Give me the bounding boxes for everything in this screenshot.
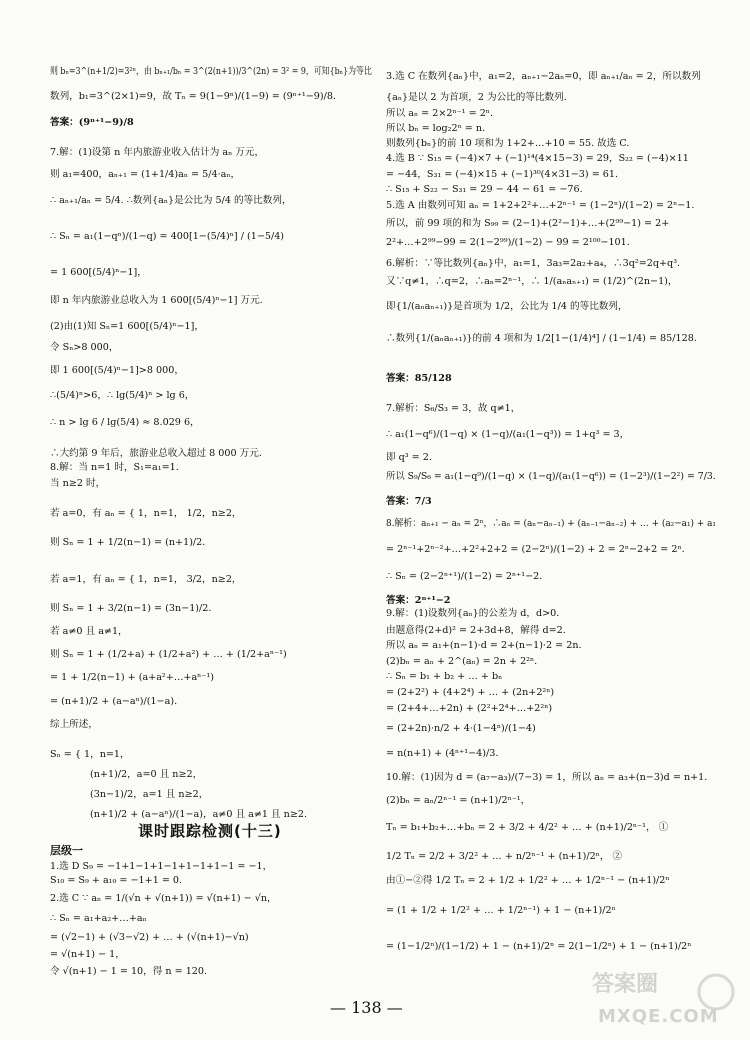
answer-line: 数列，b₁=3^(2×1)=9，故 Tₙ = 9(1−9ⁿ)/(1−9) = (9ⁿ⁺¹−9)/8. [50,91,337,102]
answer-line: = (2+2n)·n/2 + 4·(1−4ⁿ)/(1−4) [386,723,536,734]
answer-line: 则 Sₙ = 1 + 3/2(n−1) = (3n−1)/2. [50,603,212,614]
answer-line: ∴数列{1/(aₙaₙ₊₁)}的前 4 项和为 1/2[1−(1/4)⁴] / (1−1/4) = 85/128. [386,333,697,344]
answer-line: = (1−1/2ⁿ)/(1−1/2) + 1 − (n+1)/2ⁿ = 2(1−1/2ⁿ) + 1 − (n+1)/2ⁿ [386,941,692,952]
question-heading: 9.解：(1)设数列{aₙ}的公差为 d，d>0. [386,608,560,619]
answer-line: ∴ a₁(1−q⁶)/(1−q) × (1−q)/(a₁(1−q³)) = 1+q³ = 3， [386,429,630,440]
answer-line: ∴ Sₙ = a₁(1−qⁿ)/(1−q) = 400[1−(5/4)ⁿ] / (1−5/4) [50,231,285,242]
answer-line: 则 bₙ=3^(n+1/2)=3²ⁿ，由 bₙ₊₁/bₙ = 3^(2(n+1))/3^(2n) = 3² = 9，可知{bₙ}为等比 [50,66,372,77]
answer-line: (2)bₙ = aₙ + 2^(aₙ) = 2n + 2²ⁿ. [386,656,538,667]
answer-line: 若 a=1，有 aₙ = { 1，n=1， 3/2，n≥2， [50,574,242,585]
answer-line: 即 q³ = 2. [386,452,432,463]
answer-line: 令 √(n+1) − 1 = 10，得 n = 120. [50,966,208,977]
answer-line: ∴(5/4)ⁿ>6，∴ lg(5/4)ⁿ > lg 6， [50,390,195,401]
answer-line: ∴大约第 9 年后，旅游业总收入超过 8 000 万元. [50,448,262,459]
answer-line: 当 n≥2 时， [50,478,106,489]
answer-line: {aₙ}是以 2 为首项，2 为公比的等比数列. [386,92,567,103]
answer-line: 由题意得(2+d)² = 2+3d+8，解得 d=2. [386,625,566,636]
answer-line: 答案：(9ⁿ⁺¹−9)/8 [50,117,134,128]
answer-line: = −44，S₃₁ = (−4)×15 + (−1)³⁰(4×31−3) = 61. [386,169,619,180]
watermark-url: MXQE.COM [598,1006,719,1027]
question-heading: 7.解析：S₆/S₃ = 3，故 q≠1， [386,403,521,414]
answer-line: = (1 + 1/2 + 1/2² + … + 1/2ⁿ⁻¹) + 1 − (n+1)/2ⁿ [386,905,616,916]
answer-line: S₁₀ = S₉ + a₁₀ = −1+1 = 0. [50,875,183,886]
answer-line: Tₙ = b₁+b₂+…+bₙ = 2 + 3/2 + 4/2² + … + (n+1)/2ⁿ⁻¹， ① [386,822,669,833]
answer-line: (2)由(1)知 Sₙ=1 600[(5/4)ⁿ−1]， [50,321,204,332]
answer-line: 由①−②得 1/2 Tₙ = 2 + 1/2 + 1/2² + … + 1/2ⁿ⁻¹ − (n+1)/2ⁿ [386,875,670,886]
answer-line: 答案：7/3 [386,496,432,507]
answer-line: 所以 aₙ = 2×2ⁿ⁻¹ = 2ⁿ. [386,108,493,119]
answer-line: 若 a≠0 且 a≠1， [50,626,128,637]
answer-line: 又∵q≠1，∴q=2，∴aₙ=2ⁿ⁻¹，∴ 1/(aₙaₙ₊₁) = (1/2)^(2n−1)， [386,276,678,287]
answer-line: = (√2−1) + (√3−√2) + … + (√(n+1)−√n) [50,932,249,943]
page-number: — 138 — [330,998,403,1017]
watermark-logo [588,970,738,1032]
answer-line: 则 Sₙ = 1 + 1/2(n−1) = (n+1)/2. [50,537,206,548]
answer-line: 答案：85/128 [386,373,452,384]
answer-line: 则 Sₙ = 1 + (1/2+a) + (1/2+a²) + … + (1/2+aⁿ⁻¹) [50,649,287,660]
section-title: 课时跟踪检测(十三) [138,822,282,840]
answer-line: 综上所述， [50,719,98,730]
answer-line: ∴ aₙ₊₁/aₙ = 5/4. ∴数列{aₙ}是公比为 5/4 的等比数列， [50,195,292,206]
answer-line: = (2+4+…+2n) + (2²+2⁴+…+2²ⁿ) [386,703,553,714]
answer-line: = √(n+1) − 1， [50,949,125,960]
question-heading: 4.选 B ∵ S₁₅ = (−4)×7 + (−1)¹⁴(4×15−3) = 29，S₂₂ = (−4)×11 [386,153,689,164]
question-heading: 2.选 C ∵ aₙ = 1/(√n + √(n+1)) = √(n+1) − √n， [50,893,277,904]
answer-line: 则 a₁=400，aₙ₊₁ = (1+1/4)aₙ = 5/4·aₙ， [50,169,241,180]
answer-line: 即{1/(aₙaₙ₊₁)}是首项为 1/2，公比为 1/4 的等比数列， [386,301,628,312]
answer-line: 所以 S₉/S₆ = a₁(1−q⁹)/(1−q) × (1−q)/(a₁(1−q⁶)) = (1−2³)/(1−2²) = 7/3. [386,471,716,482]
question-heading: 8.解：当 n=1 时，S₁=a₁=1. [50,462,179,473]
question-heading: 7.解：(1)设第 n 年内旅游业收入估计为 aₙ 万元， [50,147,265,158]
answer-line: 所以 aₙ = a₁+(n−1)·d = 2+(n−1)·2 = 2n. [386,640,582,651]
answer-line: ∴ n > lg 6 / lg(5/4) ≈ 8.029 6， [50,417,200,428]
level-label: 层级一 [50,844,83,857]
question-heading: 3.选 C 在数列{aₙ}中，a₁=2，aₙ₊₁−2aₙ=0，即 aₙ₊₁/aₙ = 2，所以数列 [386,71,701,82]
answer-line: = 1 + 1/2(n−1) + (a+a²+…+aⁿ⁻¹) [50,672,214,683]
answer-line: ∴ Sₙ = (2−2ⁿ⁺¹)/(1−2) = 2ⁿ⁺¹−2. [386,571,543,582]
answer-line: 答案：2ⁿ⁺¹−2 [386,595,451,606]
answer-line: ∴ Sₙ = a₁+a₂+…+aₙ [50,913,147,924]
answer-line: = (2+2²) + (4+2⁴) + … + (2n+2²ⁿ) [386,687,555,698]
answer-line: (n+1)/2，a=0 且 n≥2， [90,769,203,780]
answer-line: = n(n+1) + (4ⁿ⁺¹−4)/3. [386,748,499,759]
answer-line: 所以 bₙ = log₂2ⁿ = n. [386,123,486,134]
answer-line: = 2ⁿ⁻¹+2ⁿ⁻²+…+2²+2+2 = (2−2ⁿ)/(1−2) + 2 = 2ⁿ−2+2 = 2ⁿ. [386,544,685,555]
question-heading: 10.解：(1)因为 d = (a₇−a₃)/(7−3) = 1，所以 aₙ = a₃+(n−3)d = n+1. [386,772,708,783]
question-heading: 6.解析：∵等比数列{aₙ}中，a₁=1，3a₃=2a₂+a₄，∴3q²=2q+q³. [386,258,681,269]
question-heading: 5.选 A 由数列可知 aₙ = 1+2+2²+…+2ⁿ⁻¹ = (1−2ⁿ)/(1−2) = 2ⁿ−1. [386,200,695,211]
answer-line: 所以，前 99 项的和为 S₉₉ = (2−1)+(2²−1)+…+(2⁹⁹−1) = 2+ [386,218,670,229]
answer-line: 即 n 年内旅游业总收入为 1 600[(5/4)ⁿ−1] 万元. [50,295,263,306]
answer-line: 1/2 Tₙ = 2/2 + 3/2² + … + n/2ⁿ⁻¹ + (n+1)/2ⁿ， ② [386,851,623,862]
question-heading: 8.解析：aₙ₊₁ − aₙ = 2ⁿ，∴aₙ = (aₙ−aₙ₋₁) + (aₙ₋₁−aₙ₋₂) + … + (a₂−a₁) + a₁ [386,518,716,529]
answer-line: ∴ Sₙ = b₁ + b₂ + … + bₙ [386,671,503,682]
answer-line: 2²+…+2⁹⁹−99 = 2(1−2⁹⁹)/(1−2) − 99 = 2¹⁰⁰−101. [386,237,630,248]
answer-line: = (n+1)/2 + (a−aⁿ)/(1−a). [50,696,178,707]
question-heading: 1.选 D S₉ = −1+1−1+1−1+1−1+1−1 = −1， [50,861,273,872]
answer-line: (2)bₙ = aₙ/2ⁿ⁻¹ = (n+1)/2ⁿ⁻¹， [386,795,531,806]
answer-line: (n+1)/2 + (a−aⁿ)/(1−a)，a≠0 且 a≠1 且 n≥2. [90,809,308,820]
answer-line: ∴ S₁₅ + S₂₂ − S₃₁ = 29 − 44 − 61 = −76. [386,184,583,195]
answer-line: 即 1 600[(5/4)ⁿ−1]>8 000， [50,365,184,376]
answer-line: Sₙ = { 1，n=1， [50,749,130,760]
answer-line: (3n−1)/2，a=1 且 n≥2， [90,789,209,800]
answer-line: 令 Sₙ>8 000， [50,342,119,353]
watermark-title: 答案圈 [592,972,659,997]
answer-line: = 1 600[(5/4)ⁿ−1]， [50,267,147,278]
answer-line: 则数列{bₙ}的前 10 项和为 1+2+…+10 = 55. 故选 C. [386,138,630,149]
answer-line: 若 a=0，有 aₙ = { 1，n=1， 1/2，n≥2， [50,508,242,519]
